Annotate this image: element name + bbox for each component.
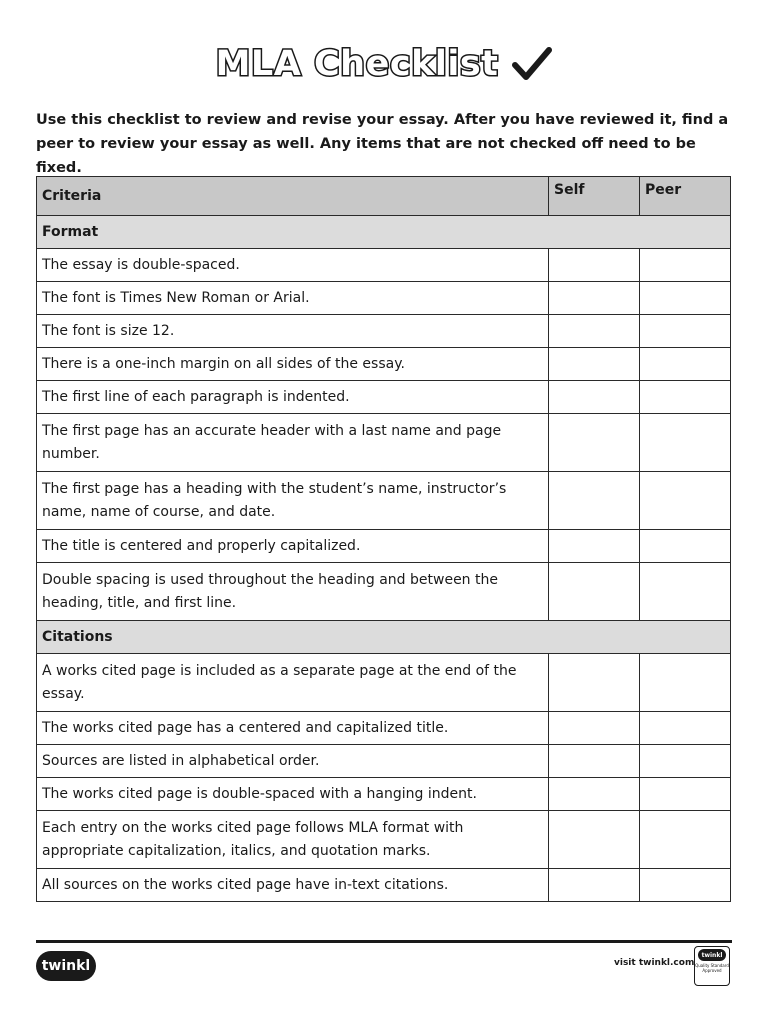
self-check-box[interactable]	[549, 654, 640, 712]
criteria-cell: The essay is double-spaced.	[37, 249, 549, 282]
table-row	[37, 778, 731, 811]
peer-check-box[interactable]	[640, 472, 731, 530]
criteria-cell: Double spacing is used throughout the heading and between the heading, title, and first line.	[37, 563, 549, 621]
peer-check-box[interactable]	[640, 282, 731, 315]
self-check-box[interactable]	[549, 282, 640, 315]
instructions-text: Use this checklist to review and revise your essay. After you have reviewed it, find a peer to review your essay as well. Any items that are not checked off need to be fixed.	[36, 112, 729, 176]
peer-check-box[interactable]	[640, 563, 731, 621]
table-row	[37, 712, 731, 745]
peer-check-box[interactable]	[640, 249, 731, 282]
peer-check-box[interactable]	[640, 414, 731, 472]
table-row	[37, 414, 731, 472]
visit-link[interactable]: visit twinkl.com	[614, 958, 695, 968]
criteria-cell: Sources are listed in alphabetical order.	[37, 745, 549, 778]
criteria-cell: The title is centered and properly capitalized.	[37, 530, 549, 563]
self-check-box[interactable]	[549, 249, 640, 282]
checklist-table	[36, 176, 731, 902]
logo-text: twinkl	[41, 958, 91, 974]
title-area	[0, 44, 768, 84]
criteria-cell: Each entry on the works cited page follows MLA format with appropriate capitalization, italics, and quotation marks.	[37, 811, 549, 869]
criteria-cell: The font is Times New Roman or Arial.	[37, 282, 549, 315]
peer-check-box[interactable]	[640, 315, 731, 348]
peer-check-box[interactable]	[640, 348, 731, 381]
criteria-cell: The works cited page is double-spaced with a hanging indent.	[37, 778, 549, 811]
criteria-cell: The works cited page has a centered and capitalized title.	[37, 712, 549, 745]
self-check-box[interactable]	[549, 414, 640, 472]
criteria-cell: All sources on the works cited page have in-text citations.	[37, 869, 549, 902]
table-row	[37, 472, 731, 530]
self-check-box[interactable]	[549, 869, 640, 902]
twinkl-logo[interactable]	[36, 951, 96, 981]
self-check-box[interactable]	[549, 381, 640, 414]
footer-divider	[36, 940, 732, 943]
self-check-box[interactable]	[549, 563, 640, 621]
peer-check-box[interactable]	[640, 381, 731, 414]
quality-badge	[694, 946, 730, 986]
section-label: Citations	[37, 621, 731, 654]
section-row-citations	[37, 621, 731, 654]
peer-check-box[interactable]	[640, 811, 731, 869]
self-check-box[interactable]	[549, 778, 640, 811]
table-row	[37, 249, 731, 282]
self-check-box[interactable]	[549, 745, 640, 778]
self-check-box[interactable]	[549, 712, 640, 745]
self-check-box[interactable]	[549, 811, 640, 869]
table-row	[37, 745, 731, 778]
table-row	[37, 348, 731, 381]
criteria-header: Criteria	[37, 177, 549, 216]
criteria-cell: The first page has an accurate header with a last name and page number.	[37, 414, 549, 472]
table-row	[37, 811, 731, 869]
section-label: Format	[37, 216, 731, 249]
peer-check-box[interactable]	[640, 654, 731, 712]
checkmark-icon	[512, 46, 552, 82]
criteria-cell: The first page has a heading with the student’s name, instructor’s name, name of course, and date.	[37, 472, 549, 530]
peer-check-box[interactable]	[640, 869, 731, 902]
criteria-cell: The first line of each paragraph is indented.	[37, 381, 549, 414]
self-check-box[interactable]	[549, 472, 640, 530]
self-check-box[interactable]	[549, 348, 640, 381]
table-row	[37, 282, 731, 315]
table-row	[37, 530, 731, 563]
page-title: MLA Checklist	[215, 44, 499, 84]
table-header-row	[37, 177, 731, 216]
table-row	[37, 563, 731, 621]
badge-text: Quality Standard Approved	[695, 963, 729, 973]
self-check-box[interactable]	[549, 530, 640, 563]
peer-check-box[interactable]	[640, 712, 731, 745]
table-row	[37, 315, 731, 348]
criteria-cell: The font is size 12.	[37, 315, 549, 348]
table-row	[37, 654, 731, 712]
criteria-cell: A works cited page is included as a separate page at the end of the essay.	[37, 654, 549, 712]
peer-check-box[interactable]	[640, 778, 731, 811]
peer-check-box[interactable]	[640, 530, 731, 563]
table-row	[37, 381, 731, 414]
table-row	[37, 869, 731, 902]
section-row-format	[37, 216, 731, 249]
self-check-box[interactable]	[549, 315, 640, 348]
peer-check-box[interactable]	[640, 745, 731, 778]
self-header: Self	[549, 177, 640, 216]
criteria-cell: There is a one-inch margin on all sides of the essay.	[37, 348, 549, 381]
peer-header: Peer	[640, 177, 731, 216]
badge-logo: twinkl	[698, 949, 726, 961]
